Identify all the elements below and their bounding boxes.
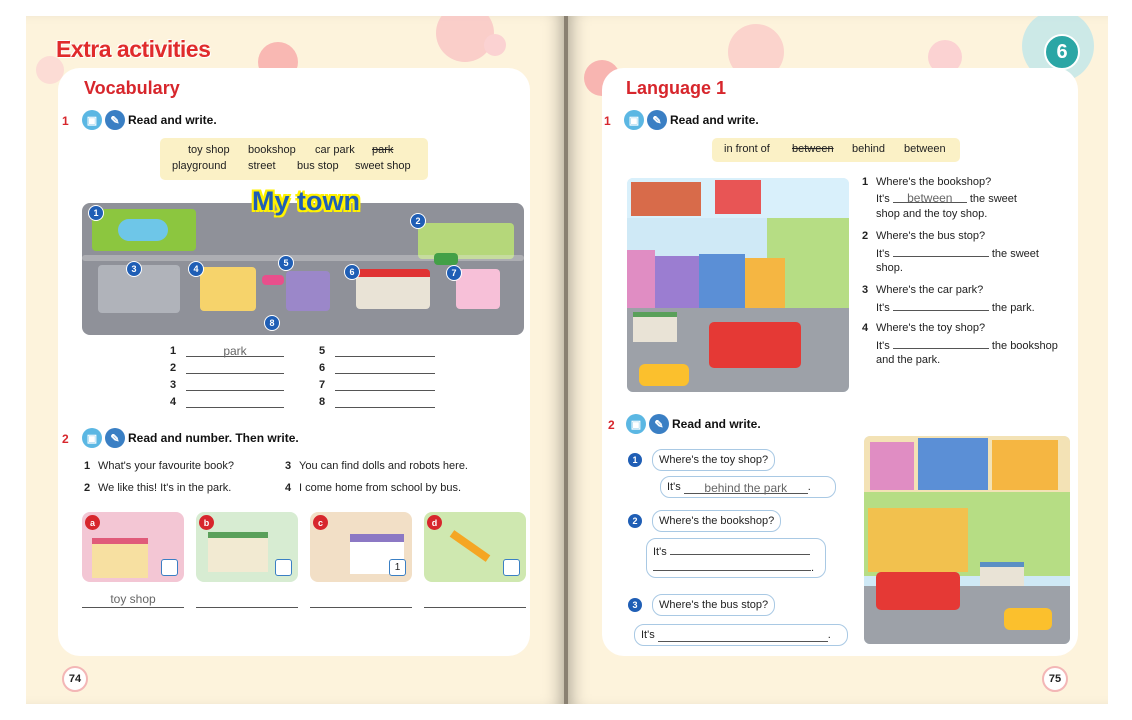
task-instruction xyxy=(626,414,761,434)
answer-suffix: the bookshop xyxy=(991,340,1058,352)
houses xyxy=(715,180,761,214)
textbook-spread xyxy=(26,16,1108,704)
answer-prefix: It's xyxy=(876,340,890,352)
word-box xyxy=(160,138,428,180)
map-number: 7 xyxy=(446,265,462,281)
picture-card-toy-shop xyxy=(82,512,184,582)
card-label: b xyxy=(199,515,214,530)
word: bookshop xyxy=(248,144,296,156)
book-icon: ▣ xyxy=(82,428,102,448)
book-icon: ▣ xyxy=(626,414,646,434)
answer-line xyxy=(319,395,435,408)
pencil-icon: ✎ xyxy=(649,414,669,434)
sentence-text: You can find dolls and robots here. xyxy=(299,460,468,472)
answer-field[interactable]: toy shop xyxy=(82,592,184,608)
card-label: c xyxy=(313,515,328,530)
bus xyxy=(876,572,960,610)
map-number: 6 xyxy=(344,264,360,280)
answer-field[interactable] xyxy=(658,629,828,642)
pencil-icon: ✎ xyxy=(105,110,125,130)
left-page xyxy=(26,16,564,704)
bookshop xyxy=(918,438,988,490)
answer-field[interactable] xyxy=(424,592,526,608)
section-title: Language 1 xyxy=(626,78,727,98)
car xyxy=(1004,608,1052,630)
answer-continuation: shop. xyxy=(876,262,903,274)
task-instruction xyxy=(82,110,217,130)
sentence-number: 1 xyxy=(84,460,91,472)
sentence-number: 4 xyxy=(285,482,292,494)
word: toy shop xyxy=(188,144,230,156)
instruction-text: Read and write. xyxy=(672,417,761,431)
question-4 xyxy=(862,320,1082,372)
picture-card-park xyxy=(424,512,526,582)
page-number: 75 xyxy=(1042,666,1068,692)
answer-field[interactable] xyxy=(893,298,989,311)
answer-number: 3 xyxy=(170,379,177,391)
pencil-icon: ✎ xyxy=(647,110,667,130)
answer-continuation: and the park. xyxy=(876,354,941,366)
word: between xyxy=(904,143,946,155)
item-number: 3 xyxy=(628,598,642,612)
sentence xyxy=(285,460,468,472)
town-map xyxy=(82,203,524,335)
answer-field[interactable] xyxy=(670,542,810,555)
map-number: 4 xyxy=(188,261,204,277)
word-used: park xyxy=(372,144,394,156)
bus-stop xyxy=(633,312,677,342)
question-number: 4 xyxy=(862,322,869,334)
toy-shop-block xyxy=(200,267,256,311)
decor-bubble xyxy=(484,34,506,56)
answer-prefix: It's xyxy=(667,481,681,493)
answer-number: 2 xyxy=(170,362,177,374)
book-icon: ▣ xyxy=(82,110,102,130)
sentence xyxy=(84,482,231,494)
answer-field[interactable] xyxy=(335,361,435,374)
number-box[interactable] xyxy=(503,559,520,576)
car xyxy=(434,253,458,265)
town-scene-illustration-2 xyxy=(864,436,1070,644)
answer-line xyxy=(170,344,284,357)
question-text: Where's the bus stop? xyxy=(876,230,986,242)
sentence xyxy=(285,482,461,494)
answer-field[interactable] xyxy=(186,361,284,374)
sentence-text: I come home from school by bus. xyxy=(299,482,462,494)
answer-line xyxy=(170,361,284,374)
answer-period: . xyxy=(811,562,815,574)
pencil-icon: ✎ xyxy=(105,428,125,448)
question-3 xyxy=(862,282,1082,318)
answer-field[interactable] xyxy=(653,558,811,571)
page-header: Extra activities xyxy=(56,36,211,62)
bus-stop xyxy=(980,562,1024,588)
car xyxy=(639,364,689,386)
sweet-shop xyxy=(627,250,655,308)
question-bubble: Where's the bookshop? xyxy=(652,510,781,532)
sentence-text: What's your favourite book? xyxy=(98,460,235,472)
pond xyxy=(118,219,168,241)
answer-period: . xyxy=(827,629,831,641)
answer-field[interactable]: behind the park xyxy=(684,481,808,494)
answer-line xyxy=(170,378,284,391)
bus-stop-block xyxy=(356,269,430,309)
answer-continuation: shop and the toy shop. xyxy=(876,208,988,220)
answer-prefix: It's xyxy=(641,629,655,641)
houses xyxy=(868,508,968,572)
picture-card-bookshop xyxy=(310,512,412,582)
playground-block xyxy=(418,223,514,259)
task-number: 1 xyxy=(604,114,611,128)
answer-number: 4 xyxy=(170,396,177,408)
sweet-shop xyxy=(870,442,914,490)
map-number: 3 xyxy=(126,261,142,277)
card-label: d xyxy=(427,515,442,530)
right-page xyxy=(568,16,1108,704)
item-number: 2 xyxy=(628,514,642,528)
word-box xyxy=(712,138,960,162)
answer-suffix: the park. xyxy=(991,302,1035,314)
answer-field[interactable]: between xyxy=(893,190,967,203)
answer-number: 6 xyxy=(319,362,326,374)
word: in front of xyxy=(724,143,770,155)
toy-shop xyxy=(992,440,1058,490)
map-title: My town xyxy=(252,186,360,216)
answer-field[interactable]: park xyxy=(186,344,284,357)
question-text: Where's the bookshop? xyxy=(876,176,992,188)
word: behind xyxy=(852,143,886,155)
bookshop-block xyxy=(286,271,330,311)
answer-bubble xyxy=(660,476,836,498)
answer-field[interactable] xyxy=(186,378,284,391)
picture-card-bus-stop xyxy=(196,512,298,582)
answer-field[interactable] xyxy=(335,344,435,357)
word: playground xyxy=(172,160,227,172)
page-number: 74 xyxy=(62,666,88,692)
answer-field[interactable] xyxy=(893,244,989,257)
item-number: 1 xyxy=(628,453,642,467)
answer-bubble xyxy=(634,624,848,646)
question-1 xyxy=(862,174,1082,226)
map-number: 5 xyxy=(278,255,294,271)
question-2 xyxy=(862,228,1082,280)
book-icon: ▣ xyxy=(624,110,644,130)
answer-number: 8 xyxy=(319,396,326,408)
answer-field[interactable] xyxy=(310,592,412,608)
sweet-shop-block xyxy=(456,269,500,309)
sentence-number: 3 xyxy=(285,460,292,472)
question-text: Where's the car park? xyxy=(876,284,984,296)
sweet-shop xyxy=(655,256,699,308)
question-bubble: Where's the bus stop? xyxy=(652,594,775,616)
answer-field[interactable] xyxy=(196,592,298,608)
answer-line xyxy=(319,361,435,374)
answer-line xyxy=(319,344,435,357)
answer-prefix: It's xyxy=(876,193,890,205)
task-instruction xyxy=(82,428,299,448)
sentence-number: 2 xyxy=(84,482,91,494)
task-number: 2 xyxy=(62,432,69,446)
houses xyxy=(631,182,701,216)
shop-front xyxy=(92,538,148,578)
sentence-text: We like this! It's in the park. xyxy=(98,482,232,494)
answer-suffix: the sweet xyxy=(969,193,1017,205)
word: sweet shop xyxy=(355,160,411,172)
answer-suffix: the sweet xyxy=(991,248,1039,260)
answer-prefix: It's xyxy=(653,546,667,558)
bus xyxy=(709,322,801,368)
word: car park xyxy=(315,144,355,156)
question-number: 3 xyxy=(862,284,869,296)
question-bubble: Where's the toy shop? xyxy=(652,449,775,471)
question-number: 1 xyxy=(862,176,869,188)
answer-field[interactable] xyxy=(335,378,435,391)
town-scene-illustration xyxy=(627,178,849,392)
answer-period: . xyxy=(807,481,811,493)
answer-line xyxy=(319,378,435,391)
answer-number: 7 xyxy=(319,379,326,391)
toy-shop xyxy=(745,258,785,308)
answer-line xyxy=(170,395,284,408)
task-number: 2 xyxy=(608,418,615,432)
answer-prefix: It's xyxy=(876,302,890,314)
car xyxy=(262,275,284,285)
section-title: Vocabulary xyxy=(84,78,180,98)
bookshop xyxy=(699,254,745,308)
map-number: 8 xyxy=(264,315,280,331)
map-number: 1 xyxy=(88,205,104,221)
answer-prefix: It's xyxy=(876,248,890,260)
task-number: 1 xyxy=(62,114,69,128)
answer-field[interactable] xyxy=(893,336,989,349)
word: bus stop xyxy=(297,160,339,172)
instruction-text: Read and number. Then write. xyxy=(128,431,299,445)
instruction-text: Read and write. xyxy=(670,113,759,127)
instruction-text: Read and write. xyxy=(128,113,217,127)
word-used: between xyxy=(792,143,834,155)
slide xyxy=(450,530,491,562)
answer-number: 5 xyxy=(319,345,326,357)
card-label: a xyxy=(85,515,100,530)
question-text: Where's the toy shop? xyxy=(876,322,986,334)
task-instruction xyxy=(624,110,759,130)
number-box[interactable]: 1 xyxy=(389,559,406,576)
unit-badge: 6 xyxy=(1044,34,1080,70)
answer-field[interactable] xyxy=(186,395,284,408)
sentence xyxy=(84,460,234,472)
number-box[interactable] xyxy=(161,559,178,576)
answer-bubble xyxy=(646,538,826,578)
question-number: 2 xyxy=(862,230,869,242)
shelter xyxy=(208,532,268,572)
word: street xyxy=(248,160,276,172)
map-number: 2 xyxy=(410,213,426,229)
answer-field[interactable] xyxy=(335,395,435,408)
number-box[interactable] xyxy=(275,559,292,576)
answer-number: 1 xyxy=(170,345,177,357)
